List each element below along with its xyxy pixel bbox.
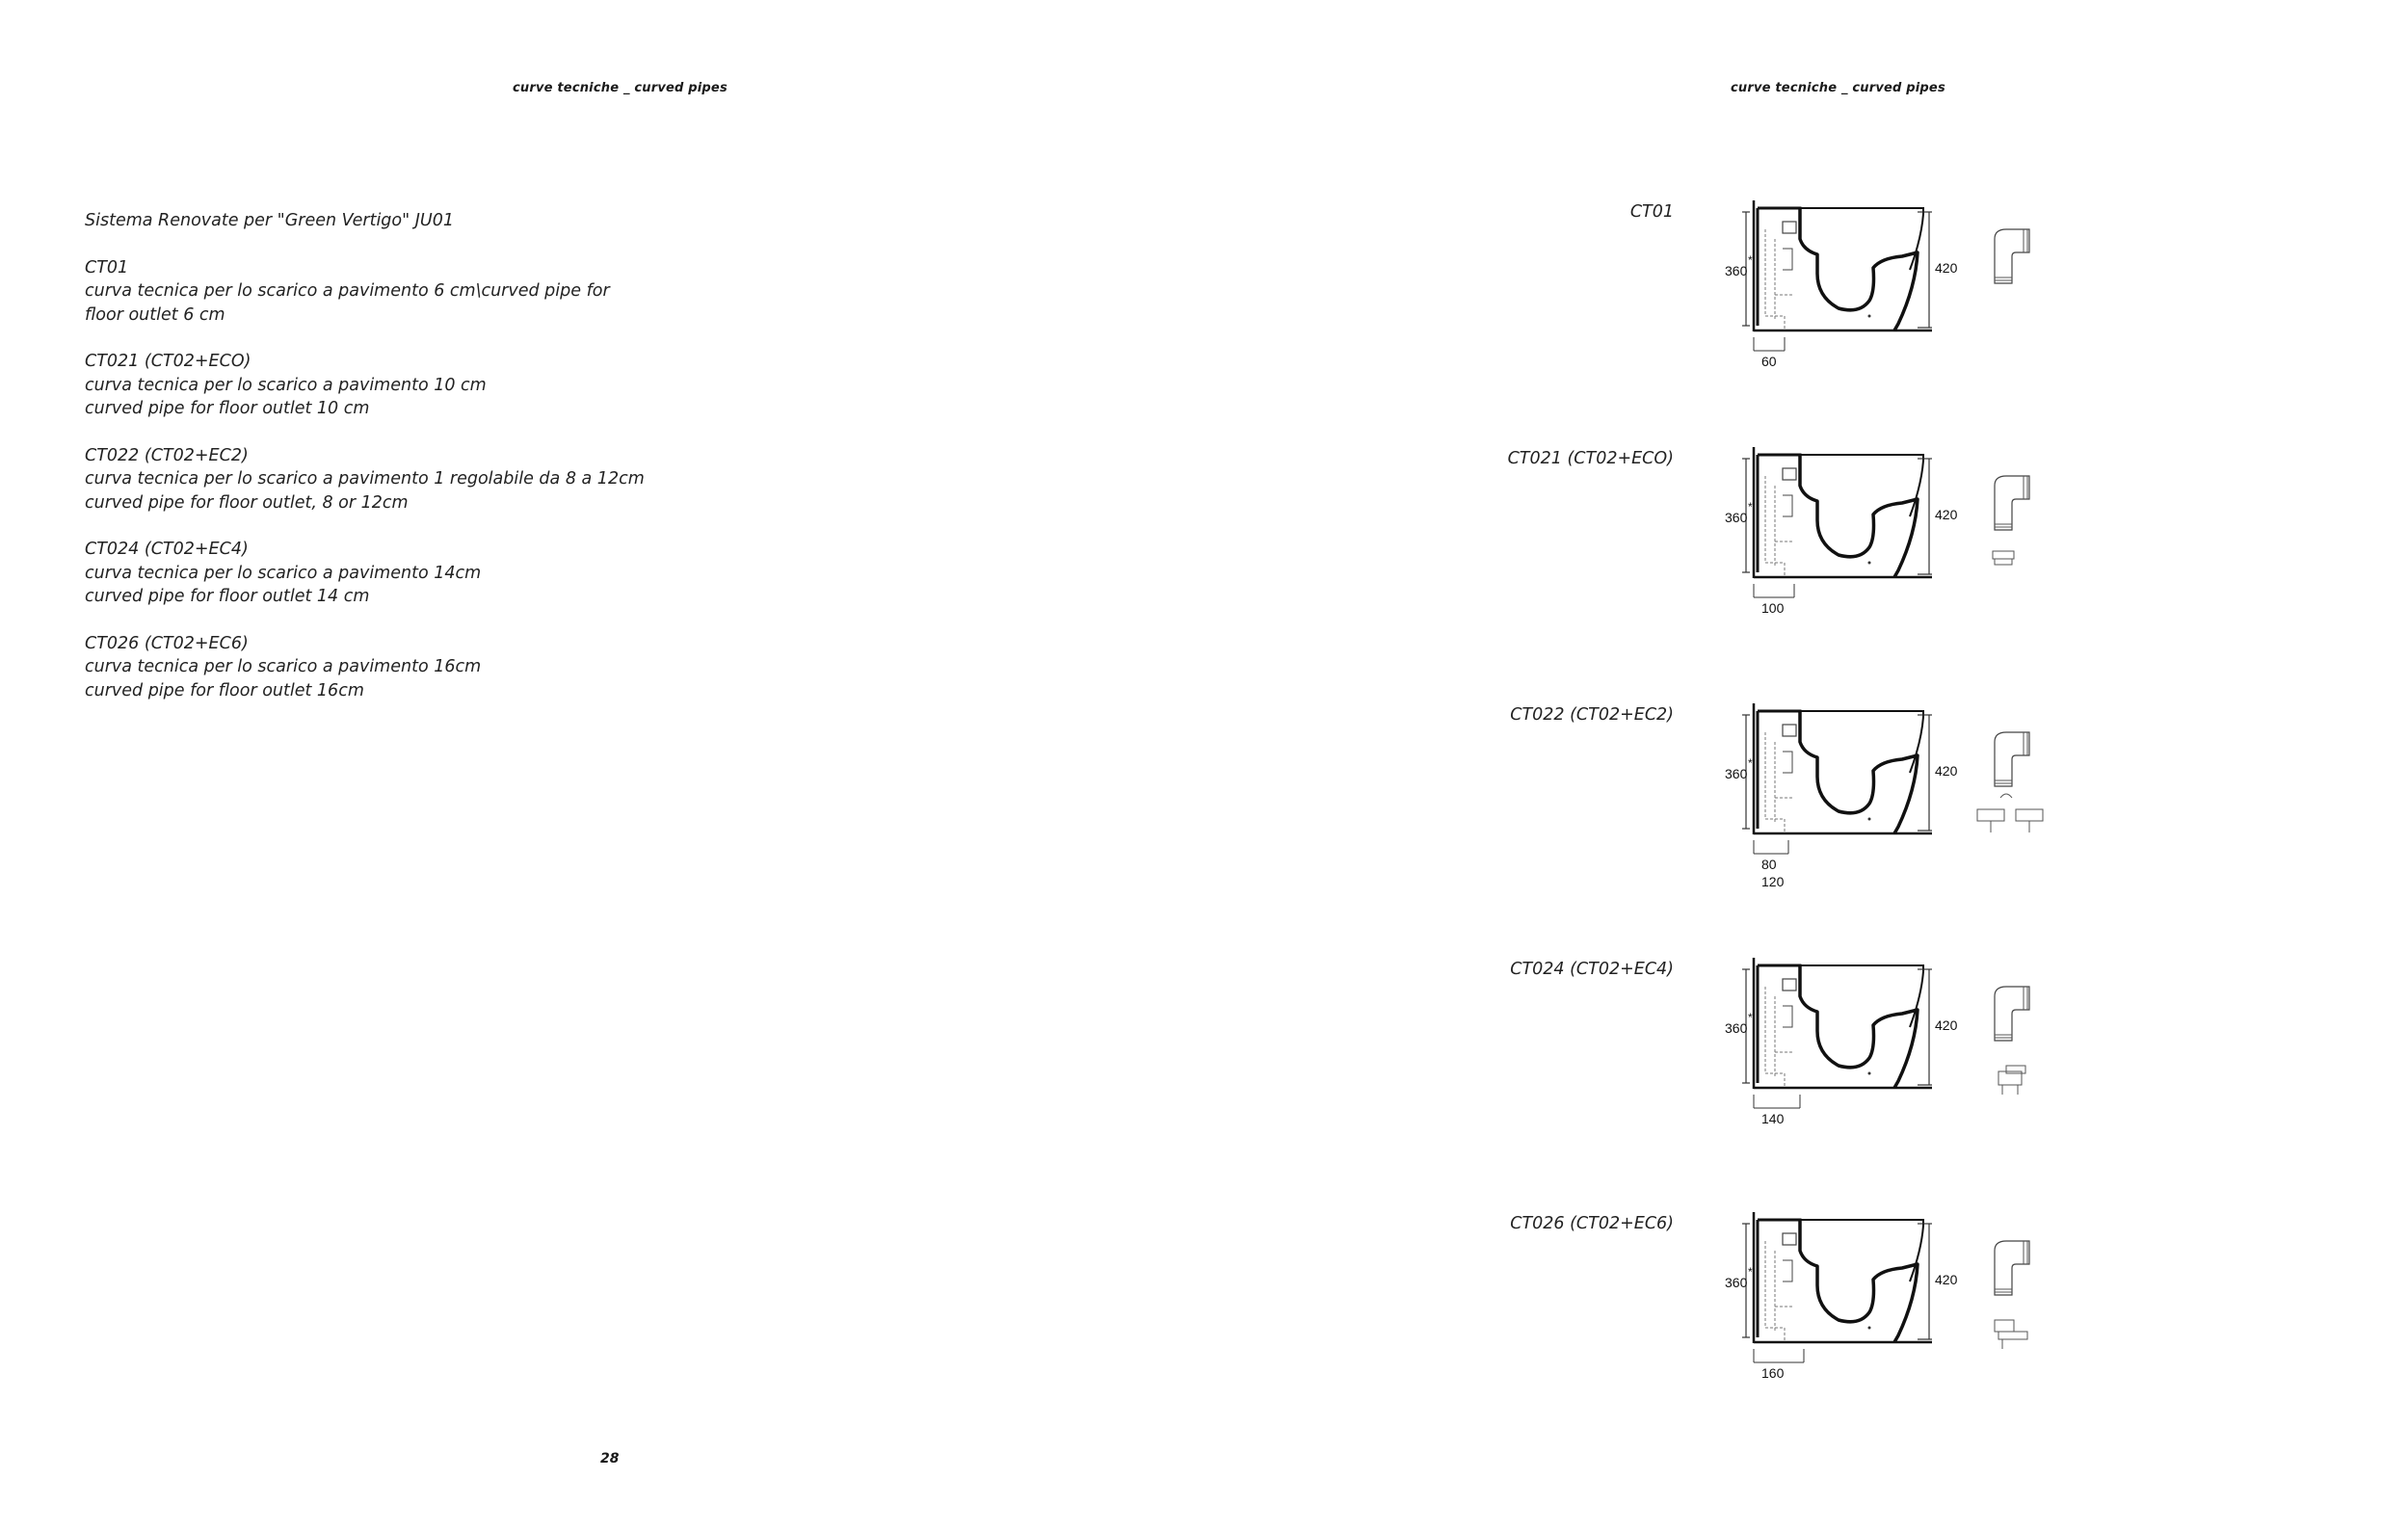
toilet-section-drawing: [1725, 200, 1956, 374]
dim-outlet-label: 100: [1761, 600, 1785, 616]
toilet-section-drawing: [1725, 703, 1958, 889]
dim-outlet-label: 160: [1761, 1365, 1785, 1381]
svg-text:*: *: [1748, 1265, 1753, 1279]
curved-pipe-fitting: [1977, 224, 2045, 339]
dim-outlet-alt-label: 120: [1761, 874, 1785, 889]
item-code: CT021 (CT02+ECO): [85, 352, 251, 371]
dim-360-label: 360: [1725, 510, 1748, 525]
intro-item-ct01: [85, 256, 682, 328]
dim-360-label: 360: [1725, 766, 1748, 781]
intro-item-ct024: [85, 538, 682, 609]
dim-420-label: 420: [1935, 260, 1958, 276]
dim-420-label: 420: [1935, 507, 1958, 522]
dim-360-label: 360: [1725, 263, 1748, 278]
toilet-section-drawing: [1725, 1212, 1956, 1386]
item-desc-line: curva tecnica per lo scarico a pavimento 14cm: [85, 563, 482, 583]
item-desc-line: curva tecnica per lo scarico a pavimento 6 cm\curved pipe for: [85, 281, 610, 301]
toilet-section-drawing: [1725, 958, 1956, 1131]
item-desc-line: floor outlet 6 cm: [85, 304, 225, 325]
item-desc-line: curva tecnica per lo scarico a pavimento 10 cm: [85, 375, 487, 395]
toilet-section-drawing: [1725, 447, 1956, 621]
curved-pipe-fitting: [1977, 470, 2045, 586]
curved-pipe-fitting: [1977, 1235, 2045, 1351]
svg-text:*: *: [1748, 756, 1753, 770]
page-number: 28: [600, 1451, 620, 1466]
svg-text:*: *: [1748, 500, 1753, 514]
svg-text:*: *: [1748, 1011, 1753, 1024]
item-desc-line: curva tecnica per lo scarico a pavimento 1 regolabile da 8 a 12cm: [85, 469, 645, 489]
intro-item-ct022: [85, 444, 682, 515]
dim-420-label: 420: [1935, 1017, 1958, 1033]
svg-text:*: *: [1748, 253, 1753, 267]
item-code: CT024 (CT02+EC4): [85, 540, 249, 559]
item-desc-line: curved pipe for floor outlet, 8 or 12cm: [85, 492, 409, 513]
item-code: CT01: [85, 257, 129, 277]
dim-outlet-label: 140: [1761, 1111, 1785, 1126]
system-title: Sistema Renovate per "Green Vertigo" JU01: [85, 211, 454, 230]
drawing-label-5: CT026 (CT02+EC6): [1510, 1214, 1674, 1233]
intro-text: [85, 209, 682, 726]
page-header-left: curve tecniche _ curved pipes: [513, 81, 728, 95]
item-code: CT026 (CT02+EC6): [85, 633, 249, 653]
intro-item-ct026: [85, 632, 682, 703]
page-header-right: curve tecniche _ curved pipes: [1731, 81, 1945, 95]
drawing-label-1: CT01: [1629, 202, 1674, 222]
dim-outlet-label: 60: [1761, 354, 1777, 369]
item-code: CT022 (CT02+EC2): [85, 445, 249, 465]
item-desc-line: curved pipe for floor outlet 16cm: [85, 680, 364, 700]
drawing-label-4: CT024 (CT02+EC4): [1510, 960, 1674, 979]
dim-outlet-label: 80: [1761, 857, 1777, 872]
dim-420-label: 420: [1935, 1272, 1958, 1287]
drawing-label-3: CT022 (CT02+EC2): [1510, 705, 1674, 725]
curved-pipe-fitting: [1977, 981, 2045, 1096]
drawing-label-2: CT021 (CT02+ECO): [1507, 449, 1674, 468]
intro-item-ct021: [85, 350, 682, 421]
item-desc-line: curved pipe for floor outlet 10 cm: [85, 399, 370, 418]
dim-360-label: 360: [1725, 1275, 1748, 1290]
item-desc-line: curved pipe for floor outlet 14 cm: [85, 587, 370, 606]
dim-360-label: 360: [1725, 1020, 1748, 1036]
curved-pipe-fitting: [1977, 726, 2045, 842]
item-desc-line: curva tecnica per lo scarico a pavimento 16cm: [85, 657, 482, 676]
dim-420-label: 420: [1935, 763, 1958, 779]
